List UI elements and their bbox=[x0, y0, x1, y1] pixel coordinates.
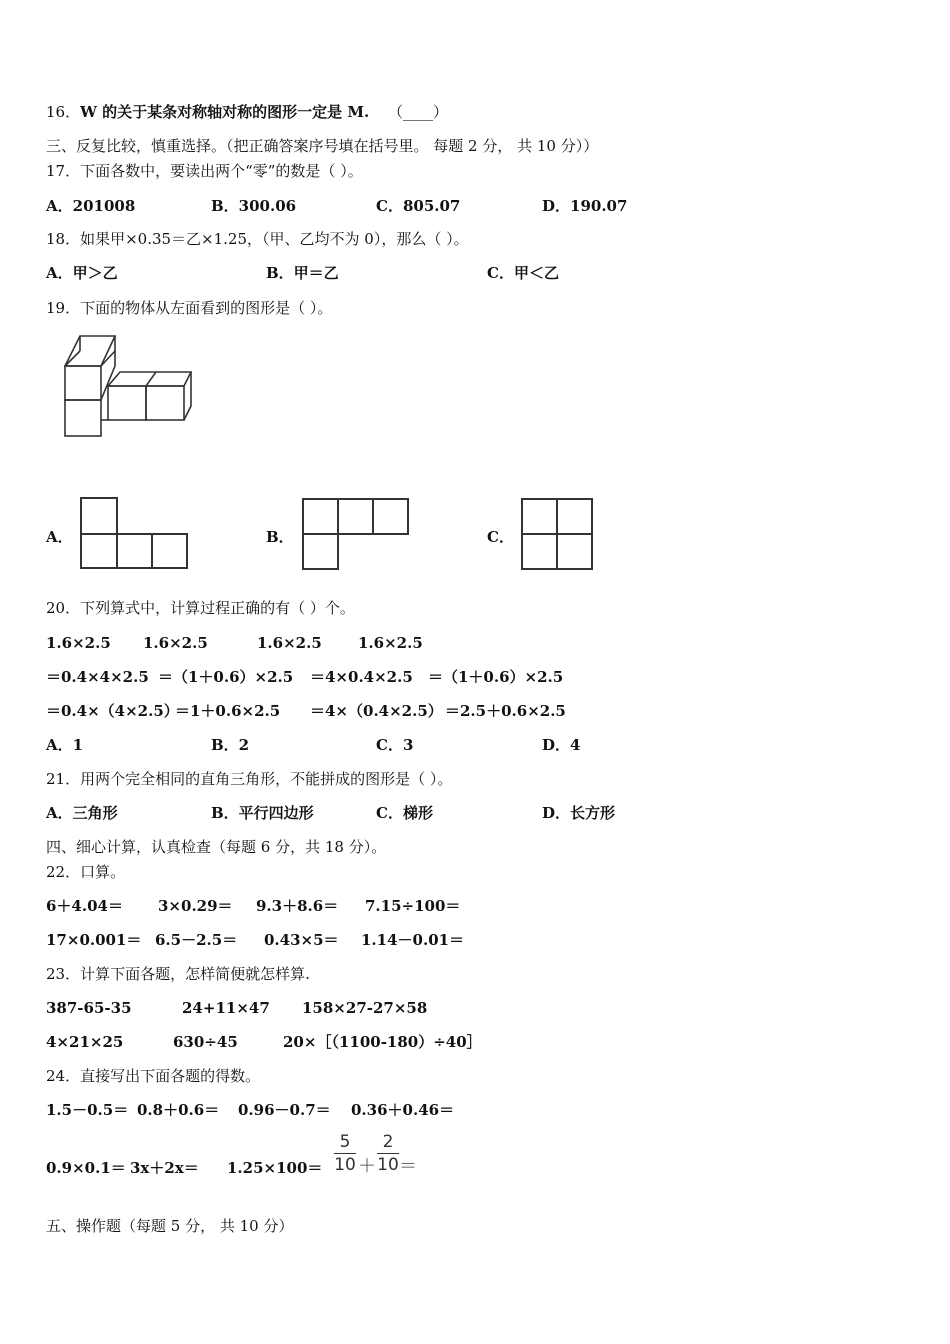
q21-option-c[interactable]: C．梯形 bbox=[376, 804, 433, 822]
q20-expr-4-line3: ＝2.5＋0.6×2.5 bbox=[445, 702, 566, 720]
q22-item-4: 7.15÷100＝ bbox=[365, 897, 461, 915]
q17-option-d[interactable]: D．190.07 bbox=[542, 197, 628, 215]
q22-item-1: 6＋4.04＝ bbox=[46, 897, 123, 915]
question-18-stem: 18．如果甲×0.35＝乙×1.25，（甲、乙均不为 0），那么（ ）。 bbox=[46, 230, 469, 248]
q20-option-d[interactable]: D．4 bbox=[542, 736, 581, 754]
question-21-stem: 21．用两个完全相同的直角三角形，不能拼成的图形是（ ）。 bbox=[46, 770, 453, 788]
q24-item-7: 1.25×100＝ bbox=[227, 1159, 323, 1177]
q18-option-b[interactable]: B．甲＝乙 bbox=[266, 264, 339, 282]
question-20-stem: 20．下列算式中，计算过程正确的有（ ）个。 bbox=[46, 599, 355, 617]
q23-item-5: 630÷45 bbox=[173, 1033, 238, 1051]
q20-expr-4-line2: ＝（1＋0.6）×2.5 bbox=[428, 668, 564, 686]
q20-option-b[interactable]: B．2 bbox=[211, 736, 250, 754]
q21-option-a[interactable]: A．三角形 bbox=[46, 804, 118, 822]
question-19-stem: 19．下面的物体从左面看到的图形是（ ）。 bbox=[46, 299, 333, 317]
q19-option-a-figure[interactable] bbox=[78, 495, 190, 571]
q23-item-4: 4×21×25 bbox=[46, 1033, 124, 1051]
q20-expr-1-line3: ＝0.4×（4×2.5） bbox=[46, 702, 179, 720]
q22-item-8: 1.14－0.01＝ bbox=[361, 931, 465, 949]
question-22-stem: 22．口算。 bbox=[46, 863, 126, 881]
q17-option-a[interactable]: A．201008 bbox=[46, 197, 136, 215]
q19-option-c[interactable]: C． bbox=[487, 528, 514, 546]
fraction-5-10: 5 10 bbox=[334, 1132, 356, 1175]
q19-option-a[interactable]: A． bbox=[46, 528, 73, 546]
q20-expr-1-line1: 1.6×2.5 bbox=[46, 634, 111, 652]
section-4-heading: 四、细心计算，认真检查（每题 6 分，共 18 分）。 bbox=[46, 838, 387, 856]
q20-expr-4-line1: 1.6×2.5 bbox=[358, 634, 423, 652]
q20-expr-3-line1: 1.6×2.5 bbox=[257, 634, 322, 652]
q22-item-6: 6.5－2.5＝ bbox=[155, 931, 238, 949]
cube-object-figure bbox=[60, 330, 200, 442]
q17-option-b[interactable]: B．300.06 bbox=[211, 197, 297, 215]
question-24-stem: 24．直接写出下面各题的得数。 bbox=[46, 1067, 261, 1085]
q21-option-d[interactable]: D．长方形 bbox=[542, 804, 616, 822]
q24-item-2: 0.8＋0.6＝ bbox=[137, 1101, 220, 1119]
q19-option-c-figure[interactable] bbox=[519, 496, 595, 572]
q24-item-4: 0.36＋0.46＝ bbox=[351, 1101, 455, 1119]
q20-expr-3-line3: ＝4×（0.4×2.5） bbox=[310, 702, 443, 720]
q22-item-3: 9.3＋8.6＝ bbox=[256, 897, 339, 915]
q24-item-6: 3x＋2x＝ bbox=[130, 1159, 199, 1177]
q20-expr-2-line2: ＝（1＋0.6）×2.5 bbox=[158, 668, 294, 686]
q20-expr-2-line1: 1.6×2.5 bbox=[143, 634, 208, 652]
q23-item-1: 387-65-35 bbox=[46, 999, 132, 1017]
question-17-stem: 17．下面各数中，要读出两个“零”的数是（ ）。 bbox=[46, 162, 363, 180]
section-3-heading: 三、反复比较，慎重选择。（把正确答案序号填在括号里。 每题 2 分， 共 10 分）） bbox=[46, 137, 599, 155]
q19-option-b-figure[interactable] bbox=[300, 496, 412, 572]
q21-option-b[interactable]: B．平行四边形 bbox=[211, 804, 314, 822]
q23-item-3: 158×27-27×58 bbox=[302, 999, 428, 1017]
q18-option-a[interactable]: A．甲＞乙 bbox=[46, 264, 118, 282]
q19-option-b[interactable]: B． bbox=[266, 528, 294, 546]
q17-option-c[interactable]: C．805.07 bbox=[376, 197, 461, 215]
q23-item-2: 24+11×47 bbox=[182, 999, 270, 1017]
q20-option-c[interactable]: C．3 bbox=[376, 736, 414, 754]
q24-item-5: 0.9×0.1＝ bbox=[46, 1159, 126, 1177]
q18-option-c[interactable]: C．甲＜乙 bbox=[487, 264, 559, 282]
equals-sign: ＝ bbox=[399, 1156, 417, 1177]
question-16: 16．W 的关于某条对称轴对称的图形一定是 M. （____） bbox=[46, 103, 449, 121]
q24-item-1: 1.5－0.5＝ bbox=[46, 1101, 129, 1119]
question-23-stem: 23．计算下面各题，怎样简便就怎样算. bbox=[46, 965, 310, 983]
q24-item-3: 0.96－0.7＝ bbox=[238, 1101, 331, 1119]
answer-blank[interactable]: （____） bbox=[388, 103, 449, 121]
q22-item-7: 0.43×5＝ bbox=[264, 931, 339, 949]
plus-sign: ＋ bbox=[358, 1156, 376, 1177]
q20-expr-3-line2: ＝4×0.4×2.5 bbox=[310, 668, 413, 686]
q22-item-5: 17×0.001＝ bbox=[46, 931, 142, 949]
q20-expr-2-line3: ＝1＋0.6×2.5 bbox=[175, 702, 281, 720]
q20-option-a[interactable]: A．1 bbox=[46, 736, 84, 754]
fraction-2-10: 2 10 bbox=[377, 1132, 399, 1175]
q20-expr-1-line2: ＝0.4×4×2.5 bbox=[46, 668, 149, 686]
q22-item-2: 3×0.29＝ bbox=[158, 897, 233, 915]
section-5-heading: 五、操作题（每题 5 分， 共 10 分） bbox=[46, 1217, 294, 1235]
q23-item-6: 20×［（1100-180）÷40］ bbox=[283, 1033, 482, 1051]
